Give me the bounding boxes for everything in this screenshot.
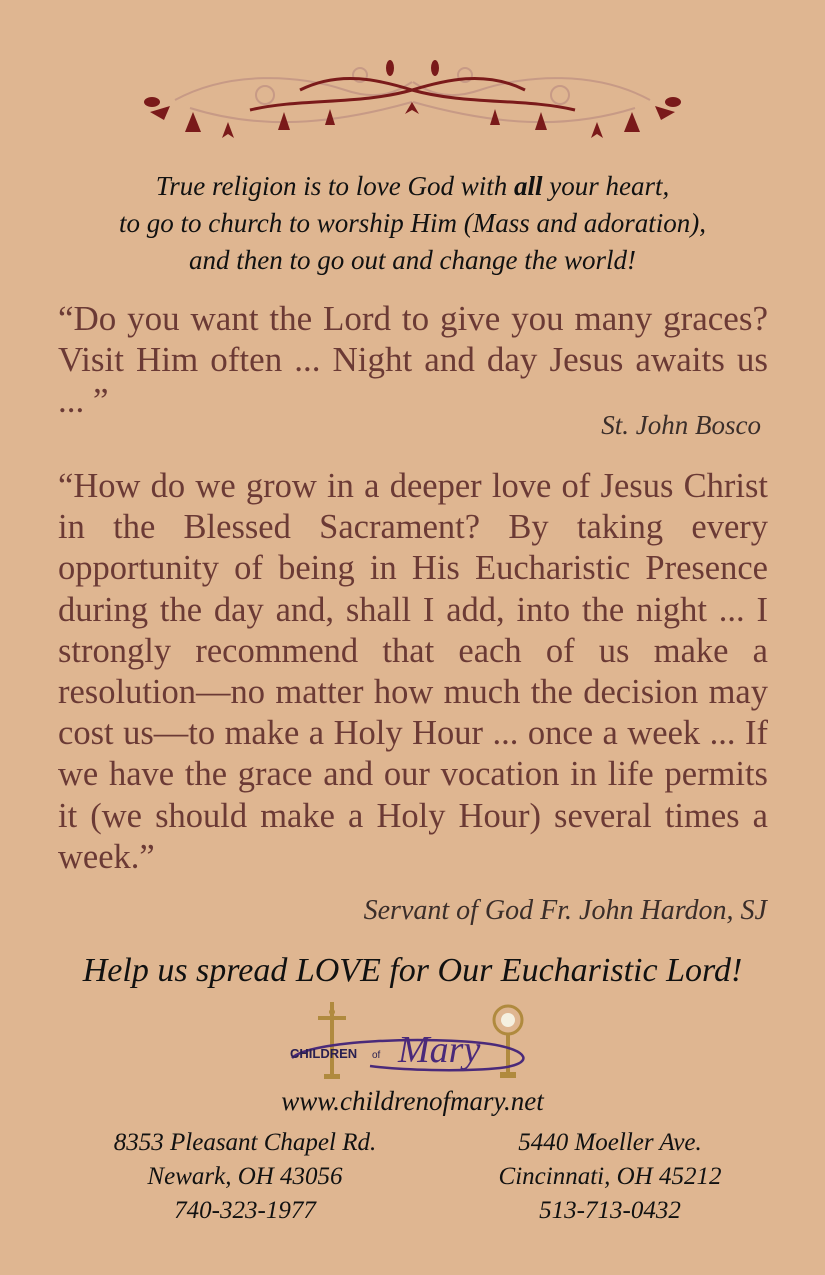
address-city: Newark, OH 43056 bbox=[147, 1163, 343, 1190]
address-street: 8353 Pleasant Chapel Rd. bbox=[113, 1129, 377, 1156]
attribution-bosco: St. John Bosco bbox=[601, 410, 761, 440]
call-to-action: Help us spread LOVE for Our Eucharistic Lord! bbox=[82, 952, 743, 989]
floral-ornament bbox=[0, 50, 825, 150]
logo-word-of: of bbox=[372, 1050, 381, 1061]
quote-bosco: “Do you want the Lord to give you many graces? Visit Him often ... Night and day Jesus awaits us ... ” bbox=[58, 299, 768, 420]
address-phone[interactable]: 513-713-0432 bbox=[539, 1197, 681, 1224]
attribution-hardon: Servant of God Fr. John Hardon, SJ bbox=[363, 895, 767, 926]
address-phone[interactable]: 740-323-1977 bbox=[174, 1197, 316, 1224]
intro-line-3: and then to go out and change the world! bbox=[189, 245, 636, 275]
address-street: 5440 Moeller Ave. bbox=[518, 1129, 702, 1156]
intro-line-2: to go to church to worship Him (Mass and adoration), bbox=[119, 208, 706, 238]
logo-word-mary: Mary bbox=[398, 1029, 481, 1071]
address-newark bbox=[80, 1126, 410, 1228]
crucifix-icon bbox=[318, 1002, 346, 1079]
intro-emphasis: all bbox=[514, 171, 543, 201]
quote-hardon: “How do we grow in a deeper love of Jesus Christ in the Blessed Sacrament? By taking every opportunity of being in His Eucharistic Presence during the day and, shall I add, into the night ... I strongly recommend that each of us make a resolution—no matter how much the decision may cost us—to make a Holy Hour ... once a week ... If we have the grace and our vocation in life permits it (we should make a Holy Hour) several times a week.” bbox=[58, 467, 768, 876]
address-city: Cincinnati, OH 45212 bbox=[498, 1163, 722, 1190]
intro-statement bbox=[40, 168, 785, 279]
logo-word-children: CHILDREN bbox=[290, 1046, 358, 1061]
children-of-mary-logo bbox=[280, 1000, 550, 1084]
address-cincinnati bbox=[445, 1126, 775, 1228]
website-link[interactable]: www.childrenofmary.net bbox=[281, 1086, 544, 1116]
intro-line-1: True religion is to love God with all your heart, bbox=[155, 171, 670, 201]
